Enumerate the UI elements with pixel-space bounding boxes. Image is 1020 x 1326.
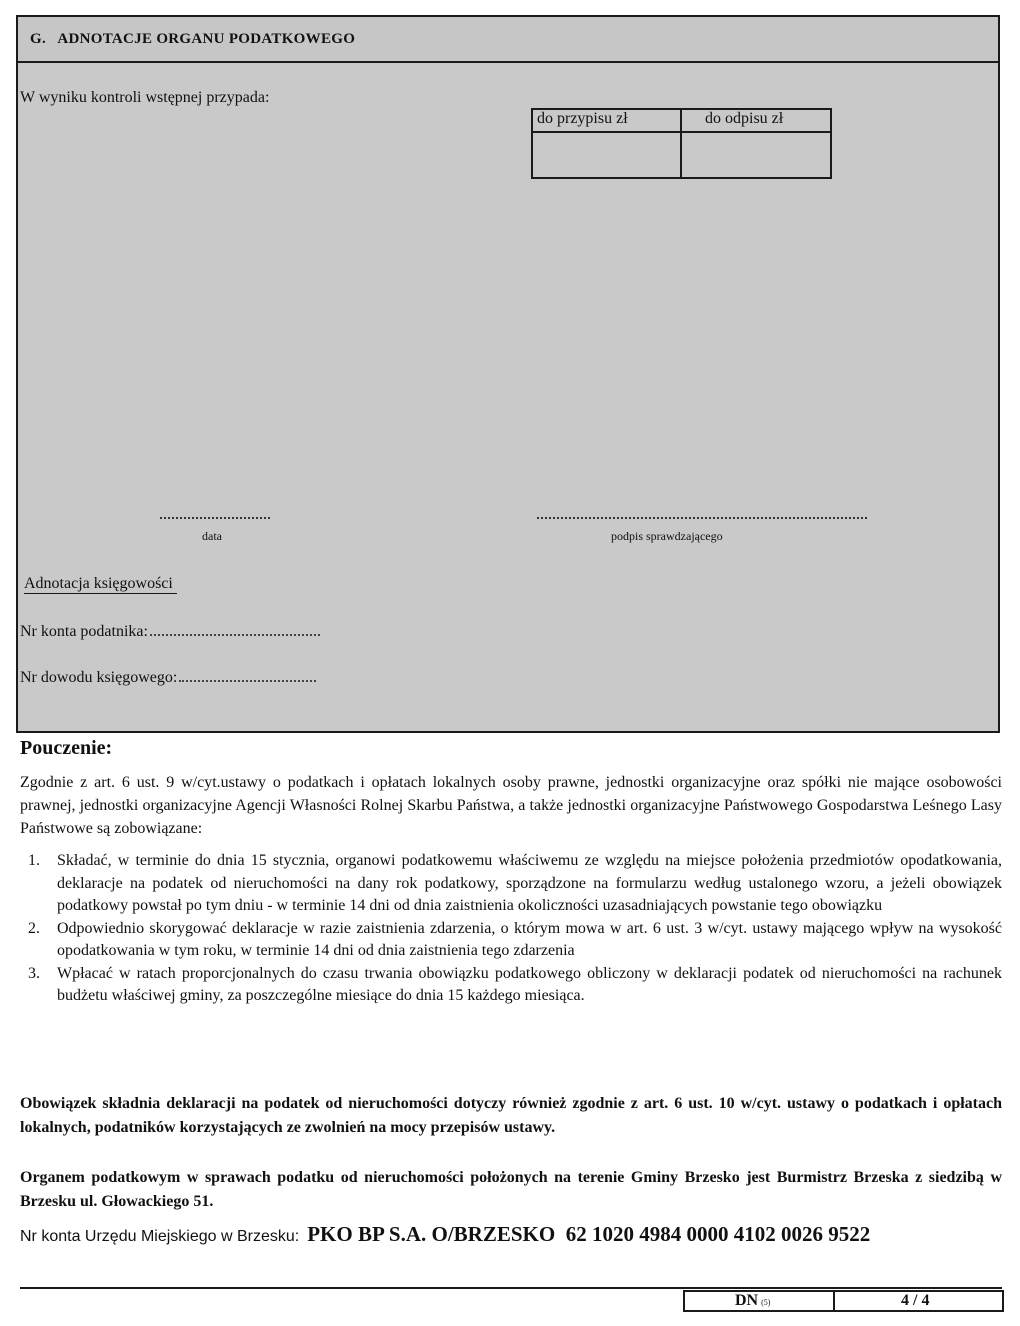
- instructions-title: Pouczenie:: [20, 737, 113, 759]
- footer-box: [683, 1290, 1004, 1312]
- list-item-text: Wpłacać w ratach proporcjonalnych do czasu trwania obowiązku podatkowego obliczony w deklaracji podatek od nieruchomości na rachunek budżetu właściwej gminy, za poszczególne miesiące do dnia 15 każdego miesiąca.: [57, 964, 1002, 1004]
- list-item: [20, 918, 1002, 963]
- write-off-header: do odpisu zł: [705, 110, 784, 127]
- list-item-number: 2.: [28, 919, 40, 937]
- accounting-doc-field[interactable]: [179, 680, 316, 682]
- bank-account-line: [20, 1222, 870, 1247]
- signature-label: podpis sprawdzającego: [611, 529, 723, 543]
- instructions-intro: Zgodnie z art. 6 ust. 9 w/cyt.ustawy o podatkach i opłatach lokalnych osoby prawne, jednostki organizacyjne oraz spółki nie mające osobowości prawnej, jednostki organizacyjne Agencji Własności Rolnej Skarbu Państwa, a także jednostki organizacyjne Państwowego Gospodarstwa Leśnego Lasy Państwowe są zobowiązane:: [20, 774, 1002, 837]
- instructions-list: [20, 850, 1002, 1008]
- accounting-doc-label: Nr dowodu księgowego:: [20, 669, 178, 686]
- list-item-text: Składać, w terminie do dnia 15 stycznia, organowi podatkowemu właściwemu ze względu na miejsce położenia przedmiotów opodatkowania, deklaracje na podatek od nieruchomości na dany rok podatkowy, sporządzone na formularzu według ustalonego wzoru, a jeżeli obowiązek podatkowy powstał po tym dniu - w terminie 14 dni od dnia zaistnienia okoliczności uzasadniających powstanie tego obowiązku: [57, 852, 1002, 914]
- footer-divider: [20, 1287, 1002, 1289]
- taxpayer-account-field[interactable]: [150, 634, 320, 636]
- accounting-annotation-label: Adnotacja księgowości: [24, 575, 177, 594]
- accounting-doc-row: [20, 669, 316, 687]
- date-field[interactable]: [160, 517, 270, 519]
- list-item: [20, 963, 1002, 1008]
- date-label: data: [202, 529, 222, 543]
- form-code-label: DN: [735, 1292, 759, 1309]
- tax-authority-note: Organem podatkowym w sprawach podatku od nieruchomości położonych na terenie Gminy Brzesko jest Burmistrz Brzeska z siedzibą w Brzesku ul. Głowackiego 51.: [20, 1169, 1002, 1210]
- section-g-header: [18, 17, 998, 63]
- assessment-header: do przypisu zł: [537, 110, 628, 127]
- section-g-title: G. ADNOTACJE ORGANU PODATKOWEGO: [30, 31, 356, 47]
- obligation-note: Obowiązek składnia deklaracji na podatek od nieruchomości dotyczy również zgodnie z art. 6 ust. 10 w/cyt. ustawy o podatkach i opłatach lokalnych, podatników korzystających ze zwolnień na mocy przepisów ustawy.: [20, 1095, 1002, 1136]
- bank-account-number: PKO BP S.A. O/BRZESKO 62 1020 4984 0000 4102 0026 9522: [307, 1222, 871, 1246]
- amount-table: [531, 108, 832, 179]
- list-item-number: 3.: [28, 964, 40, 982]
- taxpayer-account-label: Nr konta podatnika:: [20, 623, 148, 640]
- list-item-number: 1.: [28, 852, 40, 869]
- section-g-box: [16, 15, 1000, 733]
- page-number: 4 / 4: [901, 1292, 930, 1309]
- taxpayer-account-row: [20, 623, 320, 641]
- list-item-text: Odpowiednio skorygować deklaracje w razie zaistnienia zdarzenia, o którym mowa w art. 6 ust. 3 w/cyt. ustawy mającego wpływ na wysokość opodatkowania w tym roku, w terminie 14 dni od dnia zaistnienia tego zdarzenia: [57, 919, 1002, 959]
- signature-field[interactable]: [537, 517, 867, 519]
- form-code: [735, 1292, 770, 1310]
- form-version: (5): [761, 1298, 771, 1307]
- preliminary-check-text: W wyniku kontroli wstępnej przypada:: [20, 89, 270, 106]
- list-item: [20, 850, 1002, 918]
- bank-account-label: Nr konta Urzędu Miejskiego w Brzesku:: [20, 1228, 300, 1245]
